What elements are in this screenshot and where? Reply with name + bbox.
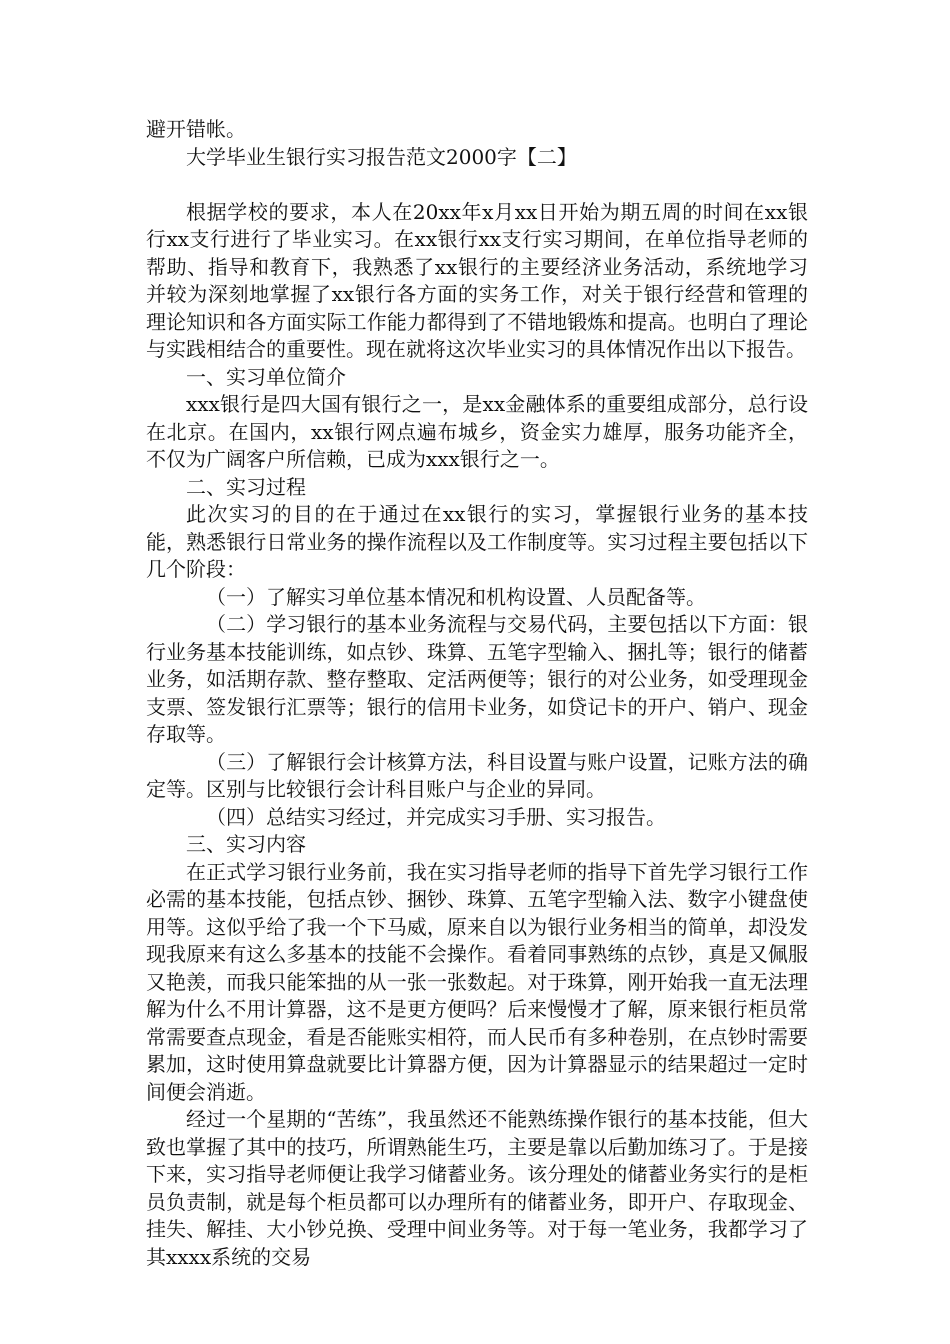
section-heading-content: 三、实习内容 bbox=[186, 832, 306, 856]
document-body bbox=[146, 116, 808, 1271]
paragraph-intro: 根据学校的要求，本人在20xx年x月xx日开始为期五周的时间在xx银行xx支行进行了毕业实习。在xx银行xx支行实习期间，在单位指导老师的帮助、指导和教育下，我熟悉了xx银行的主要经济业务活动，系统地学习并较为深刻地掌握了xx银行各方面的实务工作，对关于银行经营和管理的理论知识和各方面实际工作能力都得到了不错地锻炼和提高。也明白了理论与实践相结合的重要性。现在就将这次毕业实习的具体情况作出以下报告。 bbox=[146, 199, 808, 361]
list-item-stage-3: （三）了解银行会计核算方法，科目设置与账户设置，记账方法的确定等。区别与比较银行会计科目账户与企业的异同。 bbox=[146, 749, 808, 801]
section-heading-process: 二、实习过程 bbox=[186, 474, 306, 499]
list-item-stage-4: （四）总结实习经过，并完成实习手册、实习报告。 bbox=[206, 804, 666, 829]
paragraph-content-1: 在正式学习银行业务前，我在实习指导老师的指导下首先学习银行工作必需的基本技能，包括点钞、捆钞、珠算、五笔字型输入法、数字小键盘使用等。这似乎给了我一个下马威，原来自以为银行业务相当的简单，却没发现我原来有这么多基本的技能不会操作。看着同事熟练的点钞，真是又佩服又艳羡，而我只能笨拙的从一张一张数起。对于珠算，刚开始我一直无法理解为什么不用计算器，这不是更方便吗？后来慢慢才了解，原来银行柜员常常需要查点现金，看是否能账实相符，而人民币有多种卷别，在点钞时需要累加，这时使用算盘就要比计算器方便，因为计算器显示的结果超过一定时间便会消逝。 bbox=[146, 859, 808, 1104]
paragraph-content-2: 经过一个星期的“苦练”，我虽然还不能熟练操作银行的基本技能，但大致也掌握了其中的技巧，所谓熟能生巧，主要是靠以后勤加练习了。于是接下来，实习指导老师便让我学习储蓄业务。该分理处的储蓄业务实行的是柜员负责制，就是每个柜员都可以办理所有的储蓄业务，即开户、存取现金、挂失、解挂、大小钞兑换、受理中间业务等。对于每一笔业务，我都学习了其xxxx系统的交易 bbox=[146, 1107, 808, 1269]
paragraph-unit-intro: xxx银行是四大国有银行之一，是xx金融体系的重要组成部分，总行设在北京。在国内，xx银行网点遍布城乡，资金实力雄厚，服务功能齐全，不仅为广阔客户所信赖，已成为xxx银行之一。 bbox=[146, 392, 808, 471]
report-title: 大学毕业生银行实习报告范文2000字【二】 bbox=[186, 144, 577, 169]
paragraph-process: 此次实习的目的在于通过在xx银行的实习，掌握银行业务的基本技能，熟悉银行日常业务的操作流程以及工作制度等。实习过程主要包括以下几个阶段： bbox=[146, 502, 808, 581]
paragraph-continuation: 避开错帐。 bbox=[146, 117, 246, 141]
blank-line bbox=[146, 171, 808, 199]
list-item-stage-1: （一）了解实习单位基本情况和机构设置、人员配备等。 bbox=[206, 584, 706, 609]
list-item-stage-2: （二）学习银行的基本业务流程与交易代码，主要包括以下方面：银行业务基本技能训练，如点钞、珠算、五笔字型输入、捆扎等；银行的储蓄业务，如活期存款、整存整取、定活两便等；银行的对公业务，如受理现金支票、签发银行汇票等；银行的信用卡业务，如贷记卡的开户、销户、现金存取等。 bbox=[146, 612, 808, 746]
section-heading-unit-intro: 一、实习单位简介 bbox=[186, 364, 346, 389]
